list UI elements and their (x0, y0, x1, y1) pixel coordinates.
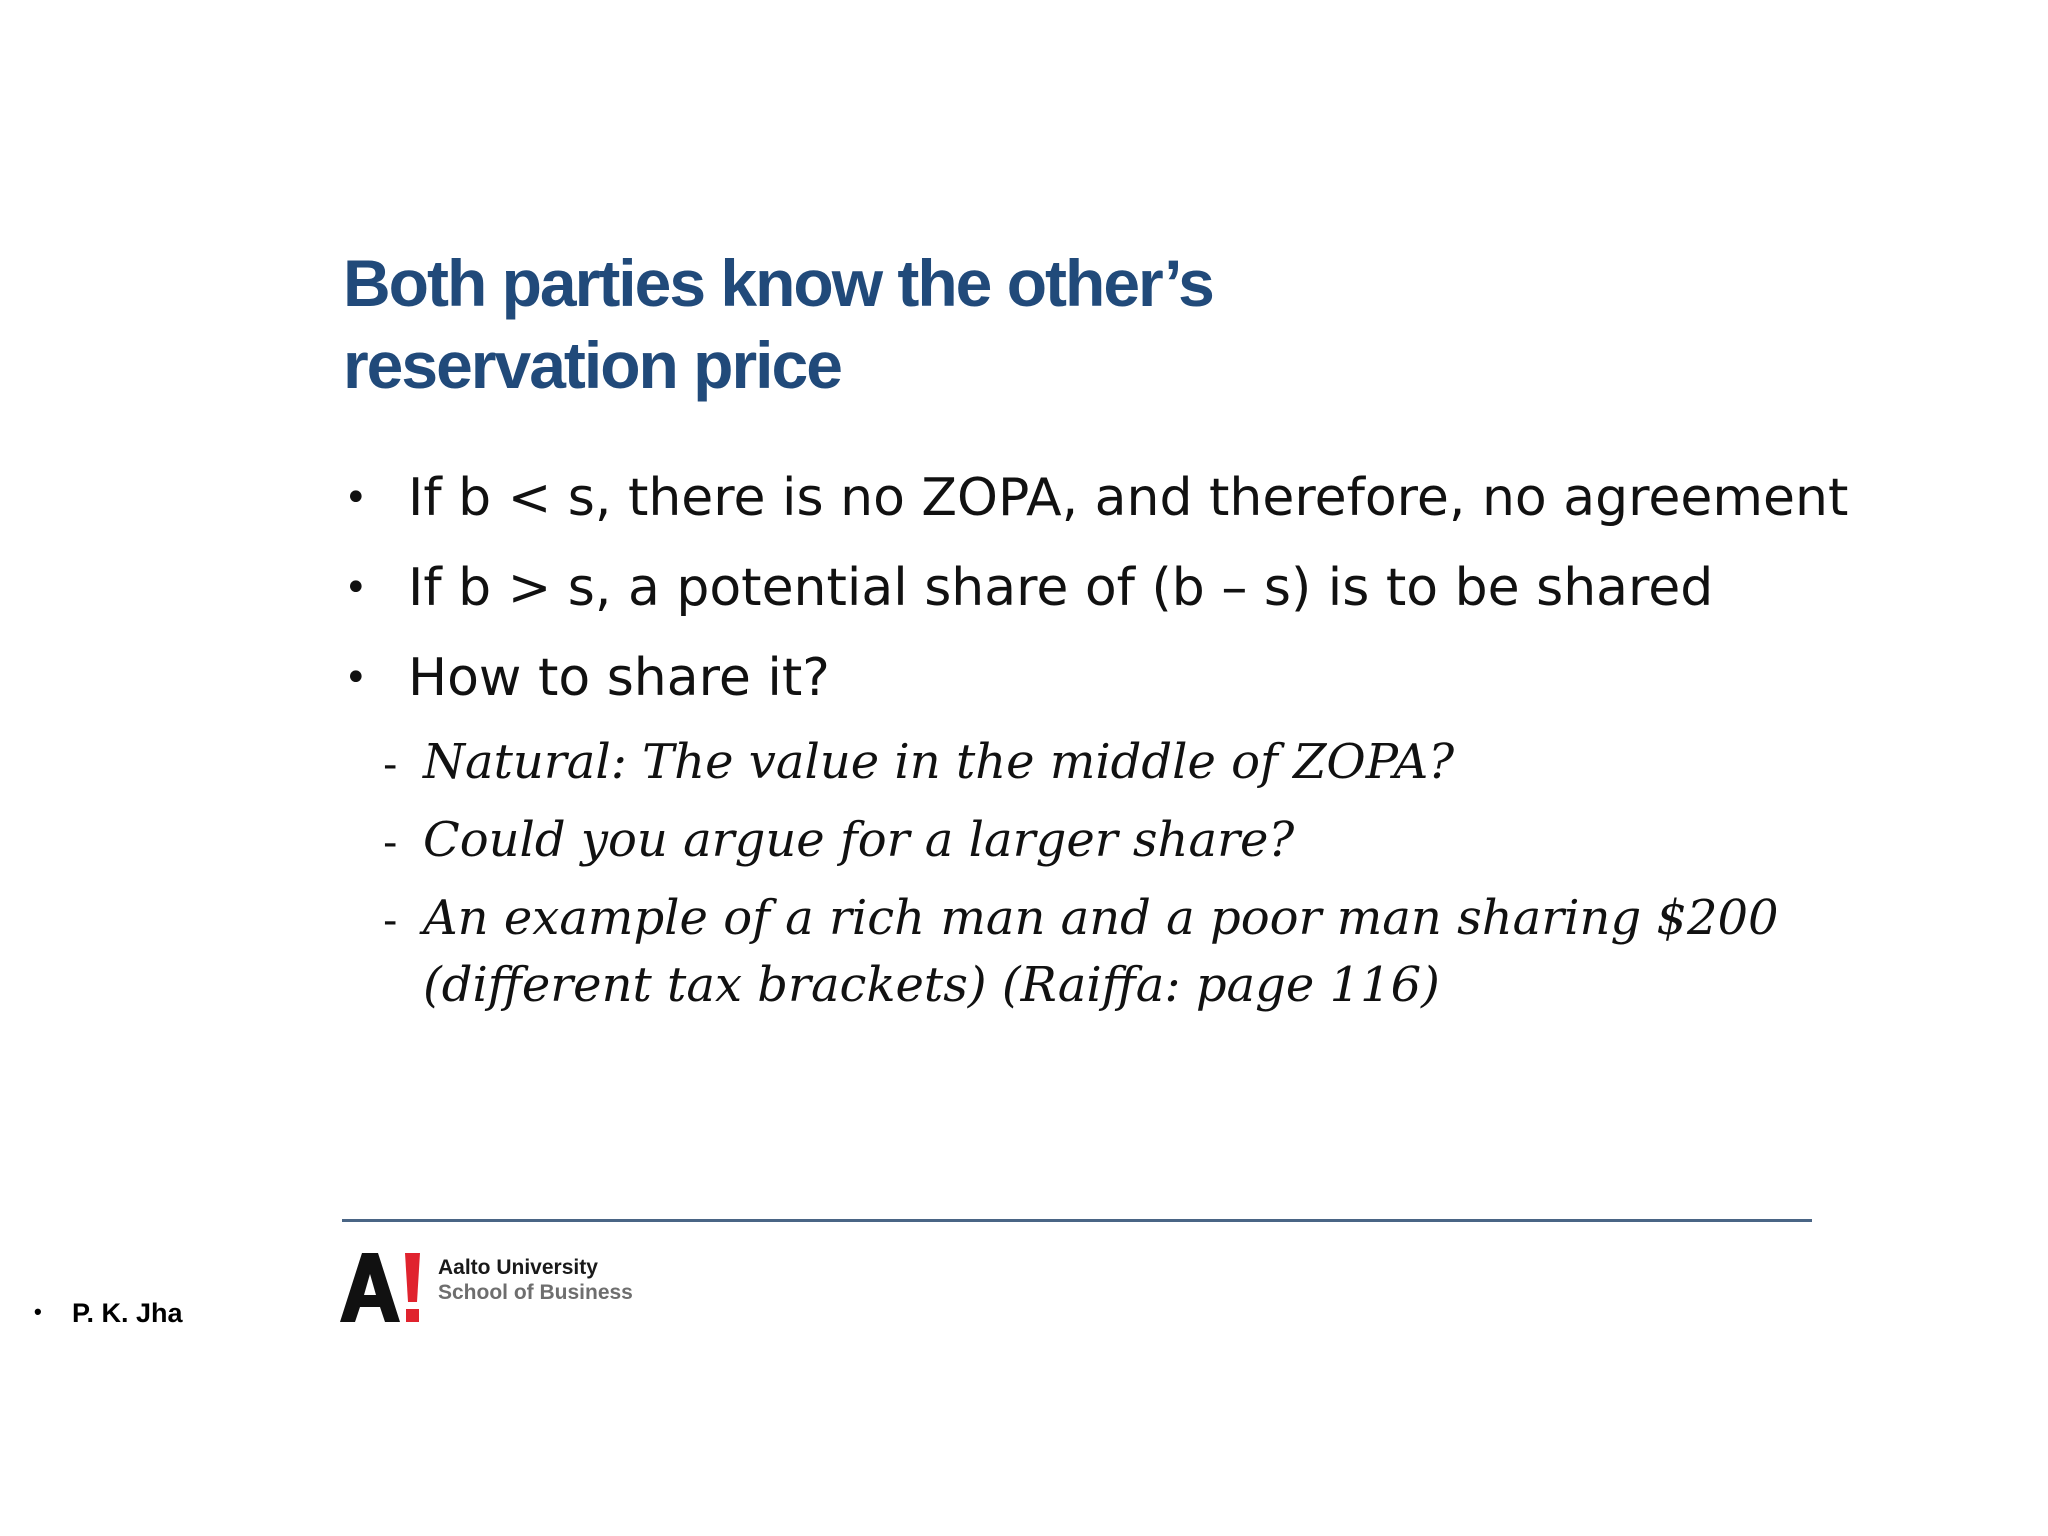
bullet-text: How to share it? (408, 648, 830, 708)
logo-exclamation-bar (405, 1253, 420, 1302)
bullet-text: If b > s, a potential share of (b – s) is to be shared (408, 558, 1714, 618)
sub-bullet-larger-share (383, 808, 1294, 875)
bullet-dot-icon: • (344, 475, 368, 521)
footer-divider (342, 1219, 1812, 1222)
logo-university-name: Aalto University (438, 1256, 598, 1279)
slide-title (343, 242, 1213, 406)
bullet-item-how-to-share (340, 648, 830, 708)
footer-author-name: P. K. Jha (72, 1298, 183, 1328)
dash-icon: - (383, 820, 398, 866)
bullet-dot-icon: • (344, 565, 368, 611)
bullet-text: If b < s, there is no ZOPA, and therefore, no agreement (408, 468, 1849, 528)
bullet-dot-icon: • (344, 655, 368, 701)
sub-bullet-natural (383, 730, 1454, 797)
bullet-item-no-zopa (340, 468, 1848, 528)
slide-title-line-2: reservation price (343, 328, 841, 402)
footer-bullet-icon: • (34, 1299, 42, 1324)
sub-bullet-rich-poor-example (383, 886, 1779, 1017)
dash-icon: - (383, 898, 398, 944)
sub-bullet-text: Natural: The value in the middle of ZOPA? (423, 734, 1455, 790)
logo-exclamation-dot (406, 1309, 419, 1322)
sub-bullet-text: Could you argue for a larger share? (423, 812, 1295, 868)
logo-wordmark (438, 1255, 633, 1305)
sub-bullet-text-line-1: An example of a rich man and a poor man sharing $200 (423, 890, 1779, 946)
slide-title-line-1: Both parties know the other’s (343, 246, 1213, 320)
footer-author (34, 1298, 183, 1329)
logo-school-name: School of Business (438, 1281, 633, 1304)
dash-icon: - (383, 742, 398, 788)
bullet-item-potential-share (340, 558, 1713, 618)
sub-bullet-text-line-2: (different tax brackets) (Raiffa: page 116) (423, 957, 1440, 1013)
aalto-logo-icon (340, 1250, 430, 1325)
